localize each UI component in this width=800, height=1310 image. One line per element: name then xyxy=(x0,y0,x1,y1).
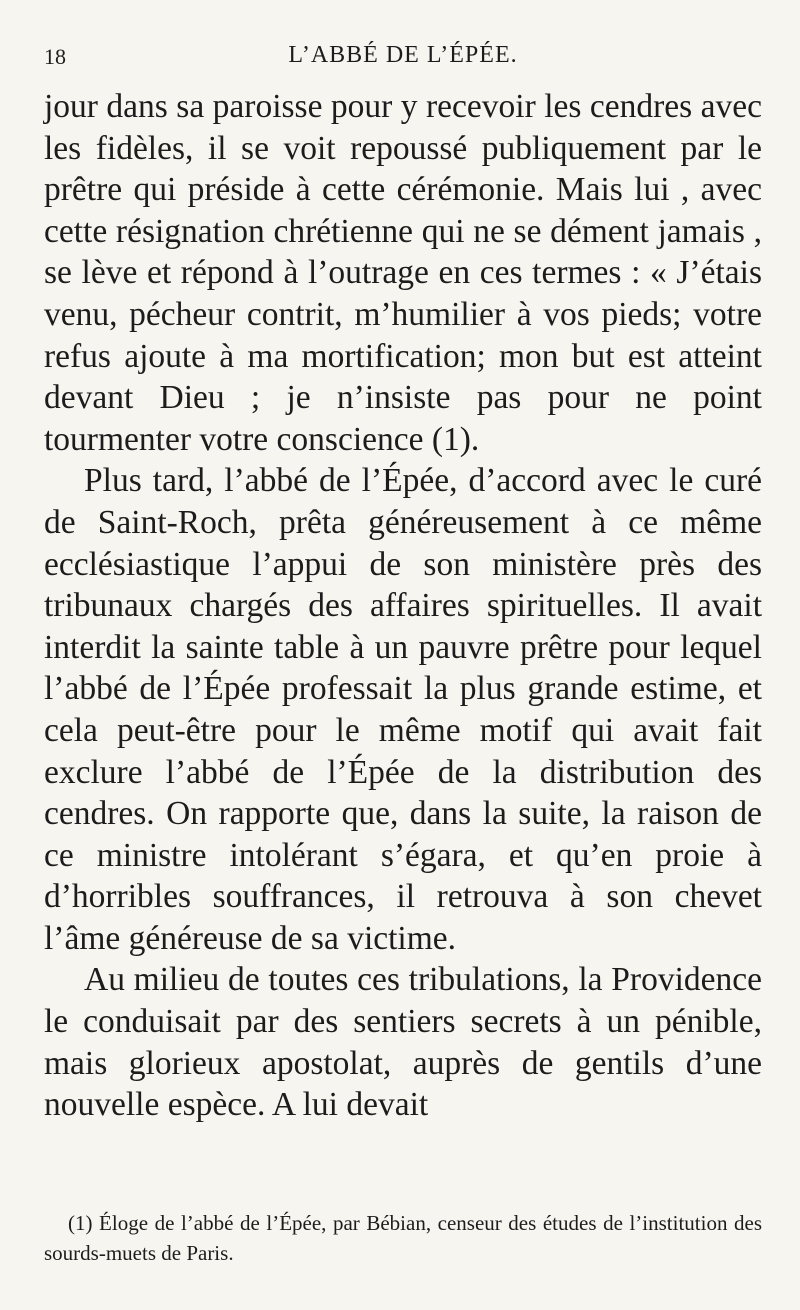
footnote: (1) Éloge de l’abbé de l’Épée, par Bébian, censeur des études de l’institution des sourds-muets de Paris. xyxy=(44,1211,762,1265)
body-text xyxy=(44,86,762,1126)
paragraph-3: Au milieu de toutes ces tribulations, la Providence le conduisait par des sentiers secrets à un pénible, mais glorieux apostolat, auprès de gentils d’une nouvelle espèce. A lui devait xyxy=(44,961,762,1124)
paragraph-2: Plus tard, l’abbé de l’Épée, d’accord avec le curé de Saint-Roch, prêta généreusement à ce même ecclésiastique l’appui de son ministère près des tribunaux chargés des affaires spirituelles. Il avait interdit la sainte table à un pauvre prêtre pour lequel l’abbé de l’Épée professait la plus grande estime, et cela peut-être pour le même motif qui avait fait exclure l’abbé de l’Épée de la distribution des cendres. On rapporte que, dans la suite, la raison de ce ministre intolérant s’égara, et qu’en proie à d’horribles souffrances, il retrouva à son chevet l’âme généreuse de sa victime. xyxy=(44,462,762,957)
page-header xyxy=(44,38,762,86)
paragraph-1: jour dans sa paroisse pour y recevoir les cendres avec les fidèles, il se voit repoussé publiquement par le prêtre qui préside à cette cérémonie. Mais lui , avec cette résignation chrétienne qui ne se dément jamais , se lève et répond à l’outrage en ces termes : « J’étais venu, pécheur contrit, m’humilier à vos pieds; votre refus ajoute à ma mortification; mon but est atteint devant Dieu ; je n’insiste pas pour ne point tourmenter votre conscience (1). xyxy=(44,88,762,458)
running-title: L’ABBÉ DE L’ÉPÉE. xyxy=(288,42,518,68)
page-number: 18 xyxy=(44,44,66,69)
